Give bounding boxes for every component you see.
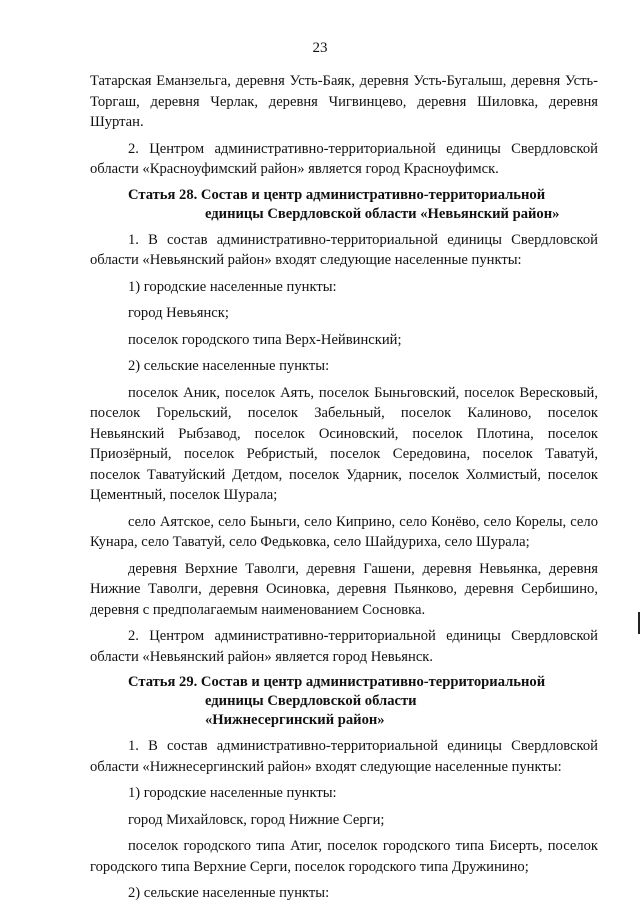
article-29-paragraph: 1) городские населенные пункты: [128,785,337,801]
article-28-heading-line2: единицы Свердловской области «Невьянский район» [205,205,560,222]
article-28-paragraph: 1. В состав административно-территориальной единицы Свердловской области «Невьянский район» входят следующие населенные пункты: [90,231,598,268]
article-29-paragraph: поселок городского типа Атиг, поселок городского типа Бисерть, поселок городского типа Верхние Серги, поселок городского типа Дружинино; [90,838,598,875]
article-29-paragraph: город Михайловск, город Нижние Серги; [128,811,385,828]
paragraph-krasnoufimsk-center: 2. Центром административно-территориальной единицы Свердловской области «Красноуфимский район» является город Красноуфимск. [90,140,598,177]
paragraph-continuation: Татарская Еманзельга, деревня Усть-Баяк, деревня Усть-Бугалыш, деревня Усть-Торгаш, деревня Черлак, деревня Чигвинцево, деревня Шиловка, деревня Шуртан. [90,73,598,130]
page-number: 23 [312,40,328,56]
article-28-heading [90,186,598,224]
article-29-heading [90,673,598,730]
article-28-paragraph: город Невьянск; [128,305,229,321]
article-28-paragraph: деревня Верхние Таволги, деревня Гашени, деревня Невьянка, деревня Нижние Таволги, деревня Осиновка, деревня Пьянково, деревня Сербишино, деревня с предполагаемым наименованием Сосновка. [90,560,598,618]
article-28-paragraph: 2. Центром административно-территориальной единицы Свердловской области «Невьянский район» является город Невьянск. [90,628,598,665]
article-29-heading-line1: Статья 29. Состав и центр административно-территориальной [128,674,546,690]
article-28-paragraph: село Аятское, село Быньги, село Киприно, село Конёво, село Корелы, село Кунара, село Таватуй, село Федьковка, село Шайдуриха, село Шурала; [90,513,598,550]
article-28-paragraph: 2) сельские населенные пункты: [128,358,330,374]
document-body [90,71,598,904]
article-29-heading-line2: единицы Свердловской области [205,693,417,709]
article-29-heading-line3: «Нижнесергинский район» [205,712,385,728]
article-28-paragraph: 1) городские населенные пункты: [128,278,337,295]
article-28-heading-line1: Статья 28. Состав и центр административно-территориальной [128,186,546,203]
article-28-paragraph: поселок городского типа Верх-Нейвинский; [128,331,402,348]
article-29-paragraph: 1. В состав административно-территориальной единицы Свердловской области «Нижнесергинский район» входят следующие населенные пункты: [90,738,598,775]
article-28-paragraph: поселок Аник, поселок Аять, поселок Быньговский, поселок Вересковый, поселок Горельский, поселок Забельный, поселок Калиново, поселок Невьянский Рыбзавод, поселок Осиновский, поселок Плотина, поселок Приозёрный, поселок Ребристый, поселок Середовина, поселок Таватуй, поселок Таватуйский Детдом, поселок Ударник, поселок Холмистый, поселок Цементный, поселок Шурала; [90,384,598,503]
article-29-paragraph: 2) сельские населенные пункты: [128,885,330,901]
